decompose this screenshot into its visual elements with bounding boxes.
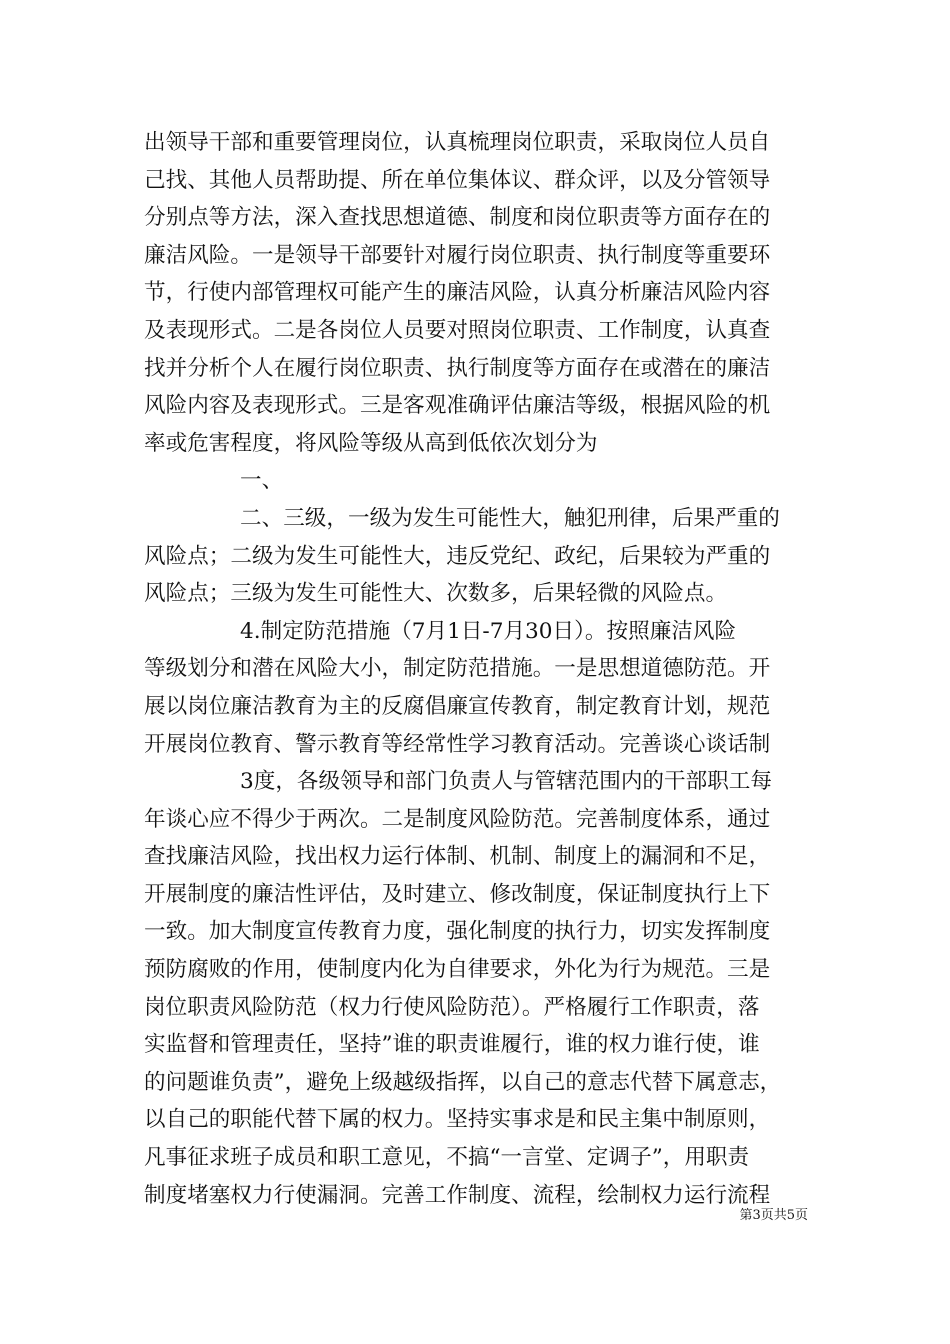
text-line-8: 风险内容及表现形式。三是客观准确评估廉洁等级，根据风险的机 <box>144 393 771 419</box>
text-line-29: 制度堵塞权力行使漏洞。完善工作制度、流程，绘制权力运行流程 <box>144 1182 771 1208</box>
document-body <box>144 124 824 1214</box>
text-line-10: 一、 <box>240 468 284 494</box>
text-line-3: 分别点等方法，深入查找思想道德、制度和岗位职责等方面存在的 <box>144 205 771 231</box>
text-line-5: 节，行使内部管理权可能产生的廉洁风险，认真分析廉洁风险内容 <box>144 280 771 306</box>
text-line-15: 等级划分和潜在风险大小，制定防范措施。一是思想道德防范。开 <box>144 656 771 682</box>
text-line-14: 4.制定防范措施（7月1日-7月30日）。按照廉洁风险 <box>240 618 737 644</box>
text-line-28: 凡事征求班子成员和职工意见，不搞“一言堂、定调子”，用职责 <box>144 1145 750 1171</box>
text-line-19: 年谈心应不得少于两次。二是制度风险防范。完善制度体系，通过 <box>144 806 771 832</box>
text-line-21: 开展制度的廉洁性评估，及时建立、修改制度，保证制度执行上下 <box>144 881 771 907</box>
text-line-17: 开展岗位教育、警示教育等经常性学习教育活动。完善谈心谈话制 <box>144 731 771 757</box>
text-line-18: 3度，各级领导和部门负责人与管辖范围内的干部职工每 <box>240 769 772 795</box>
text-line-22: 一致。加大制度宣传教育力度，强化制度的执行力，切实发挥制度 <box>144 919 771 945</box>
text-line-6: 及表现形式。二是各岗位人员要对照岗位职责、工作制度，认真查 <box>144 317 771 343</box>
text-line-25: 实监督和管理责任，坚持”谁的职责谁履行，谁的权力谁行使，谁 <box>144 1032 760 1058</box>
text-line-9: 率或危害程度，将风险等级从高到低依次划分为 <box>144 430 598 456</box>
page-number-footer: 第3页共5页 <box>739 1208 808 1223</box>
text-line-20: 查找廉洁风险，找出权力运行体制、机制、制度上的漏洞和不足， <box>144 844 771 870</box>
text-line-11: 二、三级，一级为发生可能性大，触犯刑律，后果严重的 <box>240 505 780 531</box>
text-line-16: 展以岗位廉洁教育为主的反腐倡廉宣传教育，制定教育计划，规范 <box>144 693 771 719</box>
text-line-7: 找并分析个人在履行岗位职责、执行制度等方面存在或潜在的廉洁 <box>144 355 771 381</box>
text-line-27: 以自己的职能代替下属的权力。坚持实事求是和民主集中制原则， <box>144 1107 771 1133</box>
text-line-26: 的问题谁负责”，避免上级越级指挥，以自己的意志代替下属意志， <box>144 1069 782 1095</box>
text-line-1: 出领导干部和重要管理岗位，认真梳理岗位职责，采取岗位人员自 <box>144 130 771 155</box>
text-line-13: 风险点；三级为发生可能性大、次数多，后果轻微的风险点。 <box>144 581 728 607</box>
text-line-2: 己找、其他人员帮助提、所在单位集体议、群众评，以及分管领导 <box>144 167 771 193</box>
text-line-12: 风险点；二级为发生可能性大，违反党纪、政纪，后果较为严重的 <box>144 543 771 569</box>
text-line-4: 廉洁风险。一是领导干部要针对履行岗位职责、执行制度等重要环 <box>144 242 771 268</box>
text-line-24: 岗位职责风险防范（权力行使风险防范）。严格履行工作职责，落 <box>144 994 760 1020</box>
text-line-23: 预防腐败的作用，使制度内化为自律要求，外化为行为规范。三是 <box>144 957 771 983</box>
